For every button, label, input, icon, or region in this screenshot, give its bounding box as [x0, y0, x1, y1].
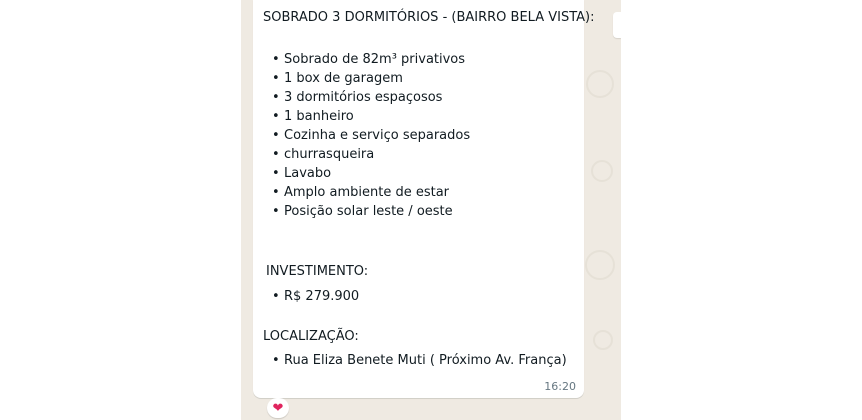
list-item: • Amplo ambiente de estar	[272, 183, 470, 202]
location-list	[272, 351, 567, 370]
list-item: • 1 box de garagem	[272, 69, 470, 88]
list-item: • Sobrado de 82m³ privativos	[272, 50, 470, 69]
investment-heading: INVESTIMENTO:	[266, 264, 369, 279]
heart-icon: ❤	[272, 400, 284, 416]
list-item: • R$ 279.900	[272, 287, 359, 306]
location-heading: LOCALIZAÇÃO:	[263, 329, 359, 344]
list-item: • Cozinha e serviço separados	[272, 126, 470, 145]
investment-list	[272, 287, 359, 306]
list-item: • Rua Eliza Benete Muti ( Próximo Av. França)	[272, 351, 567, 370]
adjacent-message-edge	[613, 12, 621, 38]
background-doodle	[585, 250, 615, 280]
reaction-badge[interactable]	[267, 398, 289, 418]
features-list	[272, 50, 470, 221]
chat-panel	[241, 0, 621, 420]
list-item: • Posição solar leste / oeste	[272, 202, 470, 221]
list-item: • 1 banheiro	[272, 107, 470, 126]
list-item: • Lavabo	[272, 164, 470, 183]
list-item: • churrasqueira	[272, 145, 470, 164]
background-doodle	[593, 330, 613, 350]
message-bubble[interactable]	[253, 0, 595, 398]
background-doodle	[586, 70, 614, 98]
message-title: SOBRADO 3 DORMITÓRIOS - (BAIRRO BELA VISTA):	[263, 10, 595, 25]
message-timestamp: 16:20	[544, 380, 576, 393]
list-item: • 3 dormitórios espaçosos	[272, 88, 470, 107]
background-doodle	[591, 160, 613, 182]
